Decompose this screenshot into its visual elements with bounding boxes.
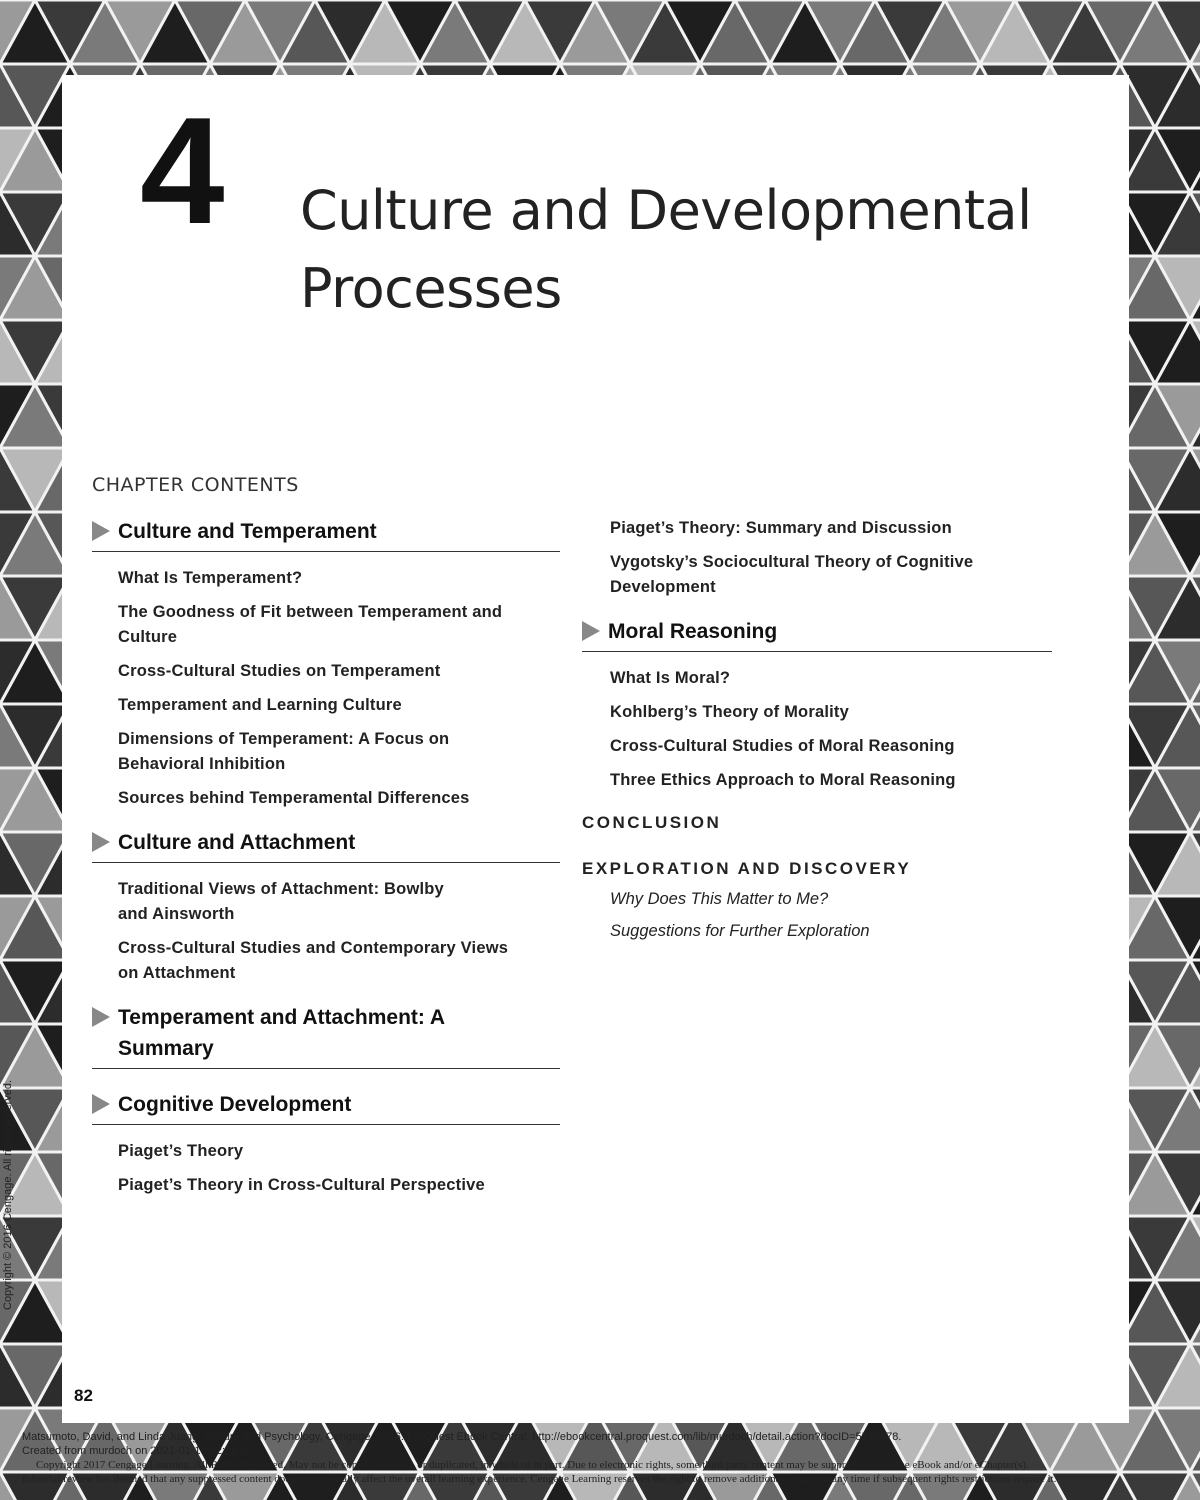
footer-citation xyxy=(22,1430,1192,1486)
footer-rights-line: Copyright 2017 Cengage Learning. All Rights Reserved. May not be copied, scanned, or duplicated, in whole or in part. Due to electronic rights, some third party content may be suppressed from the eBook and/or eChapter(s). xyxy=(36,1459,1029,1471)
section-heading[interactable] xyxy=(92,1002,560,1069)
subsection-item[interactable]: What Is Moral? xyxy=(610,669,731,687)
subsection-item[interactable]: Traditional Views of Attachment: Bowlby and Ainsworth xyxy=(118,880,444,923)
contents-section xyxy=(92,827,560,986)
chapter-title: Culture and Developmental Processes xyxy=(300,179,1032,320)
section-heading[interactable] xyxy=(92,516,560,552)
subsection-item[interactable]: Vygotsky’s Sociocultural Theory of Cognitive Development xyxy=(610,553,974,596)
conclusion-heading[interactable]: CONCLUSION xyxy=(582,813,722,832)
contents-section xyxy=(582,616,1052,793)
contents-left-column xyxy=(92,516,560,1207)
subsection-item[interactable]: Piaget’s Theory in Cross-Cultural Perspective xyxy=(118,1176,485,1194)
page-number: 82 xyxy=(74,1386,93,1405)
section-title: Culture and Attachment xyxy=(118,831,356,854)
exploration-item[interactable]: Suggestions for Further Exploration xyxy=(610,922,870,940)
section-title: Temperament and Attachment: A Summary xyxy=(118,1006,445,1060)
contents-section xyxy=(92,1002,560,1069)
side-copyright-notice: Copyright © 2016 Cengage. All rights reserved. xyxy=(2,1079,14,1310)
contents-section xyxy=(92,516,560,811)
subsection-item[interactable]: Cross-Cultural Studies of Moral Reasoning xyxy=(610,737,955,755)
triangle-bullet-icon xyxy=(92,832,110,852)
subsection-item[interactable]: Three Ethics Approach to Moral Reasoning xyxy=(610,771,956,789)
chapter-number: 4 xyxy=(140,86,221,256)
subsection-item[interactable]: Cross-Cultural Studies on Temperament xyxy=(118,662,441,680)
contents-right-column xyxy=(582,516,1052,951)
contents-section xyxy=(92,1089,560,1198)
triangle-bullet-icon xyxy=(92,521,110,541)
triangle-bullet-icon xyxy=(92,1007,110,1027)
subsection-item[interactable]: Kohlberg’s Theory of Morality xyxy=(610,703,849,721)
section-heading[interactable] xyxy=(92,827,560,863)
section-title: Moral Reasoning xyxy=(608,620,778,643)
subsection-item[interactable]: Dimensions of Temperament: A Focus on Behavioral Inhibition xyxy=(118,730,450,773)
subsection-item[interactable]: The Goodness of Fit between Temperament and Culture xyxy=(118,603,503,646)
section-heading[interactable] xyxy=(92,1089,560,1125)
triangle-bullet-icon xyxy=(582,621,600,641)
footer-citation-line: Matsumoto, David, and Linda Juang. Culture and Psychology, Cengage, 2016. ProQuest Ebook Central, http://ebookcentral.proquest.com/lib/murdoch/detail.action?docID=5516478. xyxy=(22,1431,902,1443)
exploration-item[interactable]: Why Does This Matter to Me? xyxy=(610,890,829,908)
subsection-item[interactable]: Piaget’s Theory: Summary and Discussion xyxy=(610,519,952,537)
section-title: Culture and Temperament xyxy=(118,520,377,543)
subsection-item[interactable]: Cross-Cultural Studies and Contemporary Views on Attachment xyxy=(118,939,509,982)
chapter-contents-heading: CHAPTER CONTENTS xyxy=(92,474,299,496)
section-heading[interactable] xyxy=(582,616,1052,652)
footer-editorial-line: Editorial review has deemed that any suppressed content does not materially affect the overall learning experience. Cengage Learning reserves the right to remove additional content at any time if subsequent rights restrictions require it. xyxy=(22,1473,1057,1485)
subsection-item[interactable]: Piaget’s Theory xyxy=(118,1142,244,1160)
subsection-item[interactable]: Sources behind Temperamental Differences xyxy=(118,789,470,807)
triangle-bullet-icon xyxy=(92,1094,110,1114)
section-title: Cognitive Development xyxy=(118,1093,352,1116)
subsection-item[interactable]: What Is Temperament? xyxy=(118,569,303,587)
exploration-heading[interactable]: EXPLORATION AND DISCOVERY xyxy=(582,859,912,878)
subsection-item[interactable]: Temperament and Learning Culture xyxy=(118,696,402,714)
footer-created-line: Created from murdoch on 2021-01-19 02:15:34. xyxy=(22,1445,256,1457)
